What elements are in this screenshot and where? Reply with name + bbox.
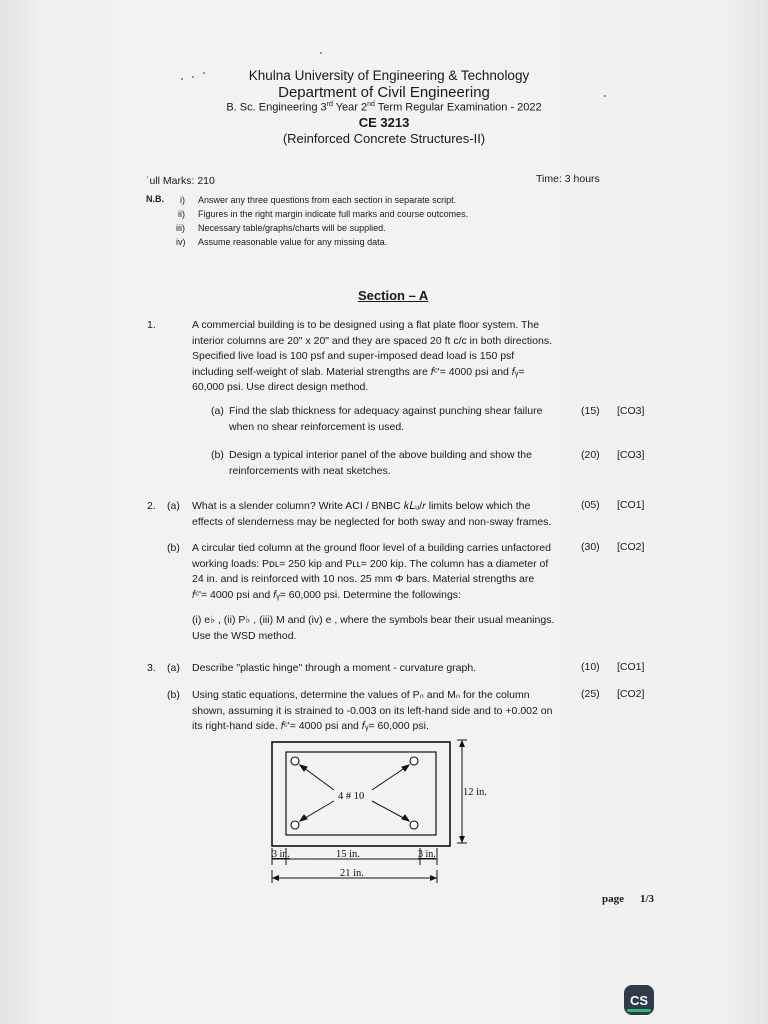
marks: (15) — [581, 405, 600, 417]
speck — [320, 52, 322, 54]
page-word: page — [602, 893, 624, 905]
course-outcome: [CO1] — [617, 661, 645, 673]
section-title: Section – A — [358, 288, 429, 303]
question-number: 1. — [147, 319, 156, 331]
part-line: Using static equations, determine the values of Pₙ and Mₙ for the column — [192, 689, 530, 701]
stem-line: interior columns are 20" x 20" and they are spaced 20 ft c/c in both directions. — [192, 334, 552, 347]
course-outcome: [CO3] — [617, 449, 645, 461]
question-number: 2. — [147, 500, 156, 512]
part-label: (a) — [167, 500, 180, 512]
mid-span-label: 15 in. — [336, 849, 360, 860]
stem-line: A commercial building is to be designed using a flat plate floor system. The — [192, 319, 540, 331]
marks: (10) — [581, 661, 600, 673]
part-line: Use the WSD method. — [192, 629, 297, 642]
note-text: Assume reasonable value for any missing data. — [198, 237, 388, 247]
rebar-icon — [291, 757, 299, 765]
question-2b-tail — [192, 613, 577, 644]
exam-title: B. Sc. Engineering 3rd Year 2nd Term Regular Examination - 2022 — [226, 101, 542, 114]
course-code: CE 3213 — [358, 115, 410, 130]
rebar-icon — [410, 821, 418, 829]
note-text: Answer any three questions from each section in separate script. — [198, 195, 457, 205]
university-name: Khulna University of Engineering & Technology — [248, 68, 530, 83]
note-num: i) — [180, 195, 185, 205]
question-number: 3. — [147, 662, 156, 674]
page-number: 1/3 — [640, 893, 655, 905]
part-label: (b) — [167, 542, 180, 554]
course-outcome: [CO2] — [617, 688, 645, 700]
question-3a: Describe "plastic hinge" through a moment - curvature graph. — [192, 662, 477, 674]
full-marks: ˈull Marks: 210 — [146, 175, 215, 187]
part-line: What is a slender column? Write ACI / BNBC 𝑘𝐿ᵤ/𝑟 limits below which the — [192, 500, 531, 512]
part-line: shown, assuming it is strained to -0.003 on its left-hand side and to +0.002 on — [192, 704, 553, 717]
bars-label: 4 # 10 — [338, 791, 365, 802]
note-num: ii) — [178, 209, 185, 219]
stem-line: Specified live load is 100 psf and super-imposed dead load is 150 psf — [192, 350, 515, 362]
question-3b — [192, 688, 577, 735]
question-2b — [192, 541, 577, 603]
question-1-stem — [192, 318, 577, 396]
course-outcome: [CO3] — [617, 405, 645, 417]
column-section-figure — [260, 735, 500, 890]
note-num: iv) — [176, 237, 186, 247]
part-line: its right-hand side. 𝑓ᶜ'= 4000 psi and 𝑓ᵧ= 60,000 psi. — [192, 720, 429, 732]
part-line: 𝑓ᶜ'= 4000 psi and 𝑓ᵧ= 60,000 psi. Determine the followings: — [192, 588, 461, 601]
part-line: reinforcements with neat sketches. — [229, 464, 391, 477]
arrow-icon — [459, 836, 465, 843]
part-line: A circular tied column at the ground floor level of a building carries unfactored — [192, 542, 551, 554]
part-label: (a) — [211, 405, 224, 417]
arrow-icon — [430, 875, 437, 881]
stem-line: 60,000 psi. Use direct design method. — [192, 381, 369, 393]
course-outcome: [CO1] — [617, 499, 645, 511]
marks: (05) — [581, 499, 600, 511]
notes-label: N.B. — [146, 194, 164, 204]
part-line: effects of slenderness may be neglected for both sway and non-sway frames. — [192, 515, 552, 528]
right-cover-label: 3 in. — [418, 849, 436, 860]
question-1b — [229, 448, 574, 479]
note-num: iii) — [176, 223, 185, 233]
time-allowed: Time: 3 hours — [536, 173, 600, 185]
part-line: working loads: Pᴅʟ= 250 kip and Pʟʟ= 200 kip. The column has a diameter of — [192, 557, 549, 570]
department-name: Department of Civil Engineering — [278, 84, 490, 101]
part-line: 24 in. and is reinforced with 10 nos. 25 mm Φ bars. Material strengths are — [192, 573, 535, 585]
part-line: (i) e♭ , (ii) P♭ , (iii) M and (iv) e , where the symbols bear their usual meanings. — [192, 614, 555, 626]
question-1a — [229, 404, 574, 435]
arrow-icon — [272, 875, 279, 881]
marks: (25) — [581, 688, 600, 700]
rebar-icon — [291, 821, 299, 829]
left-cover-label: 3 in. — [272, 849, 290, 860]
marks: (20) — [581, 449, 600, 461]
part-line: Find the slab thickness for adequacy against punching shear failure — [229, 405, 543, 417]
note-text: Necessary table/graphs/charts will be supplied. — [198, 223, 386, 233]
height-label: 12 in. — [463, 787, 487, 798]
question-2a — [192, 499, 577, 530]
part-line: Design a typical interior panel of the above building and show the — [229, 449, 532, 461]
marks: (30) — [581, 541, 600, 553]
note-text: Figures in the right margin indicate full marks and course outcomes. — [198, 209, 469, 219]
part-label: (a) — [167, 662, 180, 674]
course-outcome: [CO2] — [617, 541, 645, 553]
part-label: (b) — [167, 689, 180, 701]
part-line: when no shear reinforcement is used. — [229, 420, 405, 433]
rebar-icon — [410, 757, 418, 765]
part-label: (b) — [211, 449, 224, 461]
course-title: (Reinforced Concrete Structures-II) — [282, 131, 486, 146]
width-label: 21 in. — [340, 868, 364, 879]
arrow-icon — [459, 740, 465, 747]
stem-line: including self-weight of slab. Material strengths are 𝑓ᶜ'= 4000 psi and 𝑓ᵧ= — [192, 365, 525, 378]
camscanner-logo-icon: CS — [624, 985, 654, 1015]
